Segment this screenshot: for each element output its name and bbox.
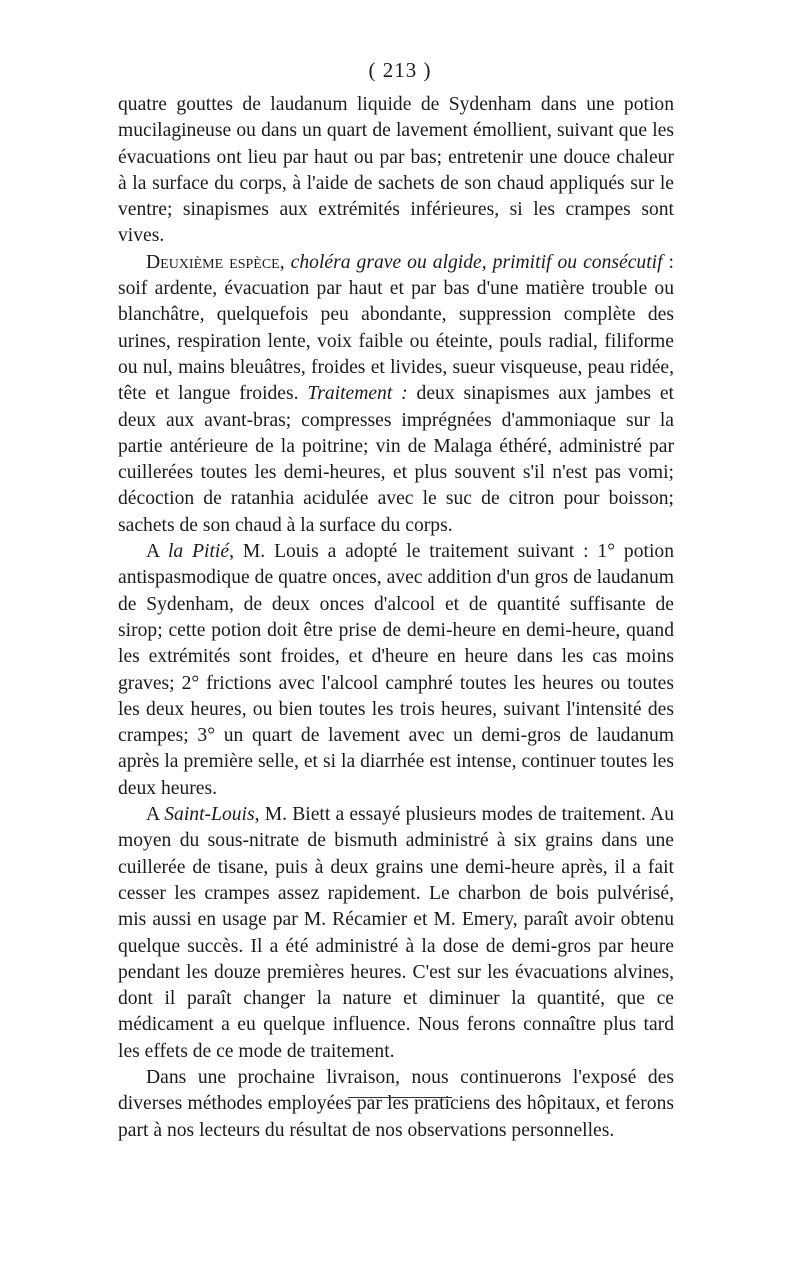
paragraph-saint-louis: [118, 802, 674, 1065]
paragraph-text: Dans une prochaine livraison, nous continuerons l'exposé des diverses méthodes employées par les praticiens des hôpitaux, et ferons part à nos lecteurs du résultat de nos observations personnelles.: [118, 1066, 674, 1141]
closing-rule: [348, 1097, 452, 1098]
paragraph-continuation: [118, 92, 674, 250]
hospital-name: la Pitié: [167, 541, 230, 563]
paragraph-prefix: A: [146, 541, 168, 563]
section-heading: choléra grave ou algide, primitif ou consécutif: [290, 251, 663, 273]
paragraph-text: : soif ardente, évacuation par haut et par bas d'une matière trouble ou blanchâtre, quelquefois peu abondante, suppression complète des urines, respiration lente, voix faible ou éteinte, pouls radial, filiforme ou nul, mains bleuâtres, froides et livides, sueur visqueuse, peau ridée, tête et langue froides.: [118, 251, 674, 405]
section-lead: Deuxième espèce: [146, 251, 280, 273]
separator: ,: [279, 251, 291, 273]
paragraph-text: quatre gouttes de laudanum liquide de Sydenham dans une potion mucilagineuse ou dans un quart de lavement émollient, suivant que les évacuations ont lieu par haut ou par bas; entretenir une douce chaleur à la surface du corps, à l'aide de sachets de son chaud appliqués sur le ventre; sinapismes aux extrémités inférieures, si les crampes sont vives.: [118, 94, 674, 247]
hospital-name: Saint-Louis: [164, 804, 255, 826]
body-text: [118, 92, 674, 1144]
traitement-label: Traitement :: [307, 383, 408, 405]
paragraph-text: , M. Louis a adopté le traitement suivant : 1° potion antispasmodique de quatre onces, avec addition d'un gros de laudanum de Sydenham, de deux onces d'alcool et de quantité suffisante de sirop; cette potion doit être prise de demi-heure en demi-heure, quand les extrémités sont froides, et d'heure en heure dans les cas moins graves; 2° frictions avec l'alcool camphré toutes les heures ou toutes les deux heures, ou bien toutes les trois heures, suivant l'intensité des crampes; 3° un quart de lavement avec un demi-gros de laudanum après la première selle, et si la diarrhée est intense, continuer toutes les deux heures.: [118, 541, 674, 799]
paragraph-conclusion: [118, 1065, 674, 1144]
paragraph-text: , M. Biett a essayé plusieurs modes de traitement. Au moyen du sous-nitrate de bismuth administré à six grains dans une cuillerée de tisane, puis à deux grains une demi-heure après, il a fait cesser les crampes assez rapidement. Le charbon de bois pulvérisé, mis aussi en usage par M. Récamier et M. Emery, paraît avoir obtenu quelque succès. Il a été administré à la dose de demi-gros par heure pendant les douze premières heures. C'est sur les évacuations alvines, dont il paraît changer la nature et diminuer la quantité, que ce médicament a eu quelque influence. Nous ferons connaître plus tard les effets de ce mode de traitement.: [118, 804, 674, 1062]
paragraph-la-pitie: [118, 539, 674, 802]
page-number: ( 213 ): [368, 58, 432, 82]
paragraph-prefix: A: [146, 804, 165, 826]
paragraph-text: deux sinapismes aux jambes et deux aux avant-bras; compresses imprégnées d'ammoniaque sur la partie antérieure de la poitrine; vin de Malaga éthéré, administré par cuillerées toutes les demi-heures, et plus souvent s'il n'est pas vomi; décoction de ratanhia acidulée avec le suc de citron pour boisson; sachets de son chaud à la surface du corps.: [118, 383, 674, 536]
paragraph-deuxieme-espece: [118, 250, 674, 539]
